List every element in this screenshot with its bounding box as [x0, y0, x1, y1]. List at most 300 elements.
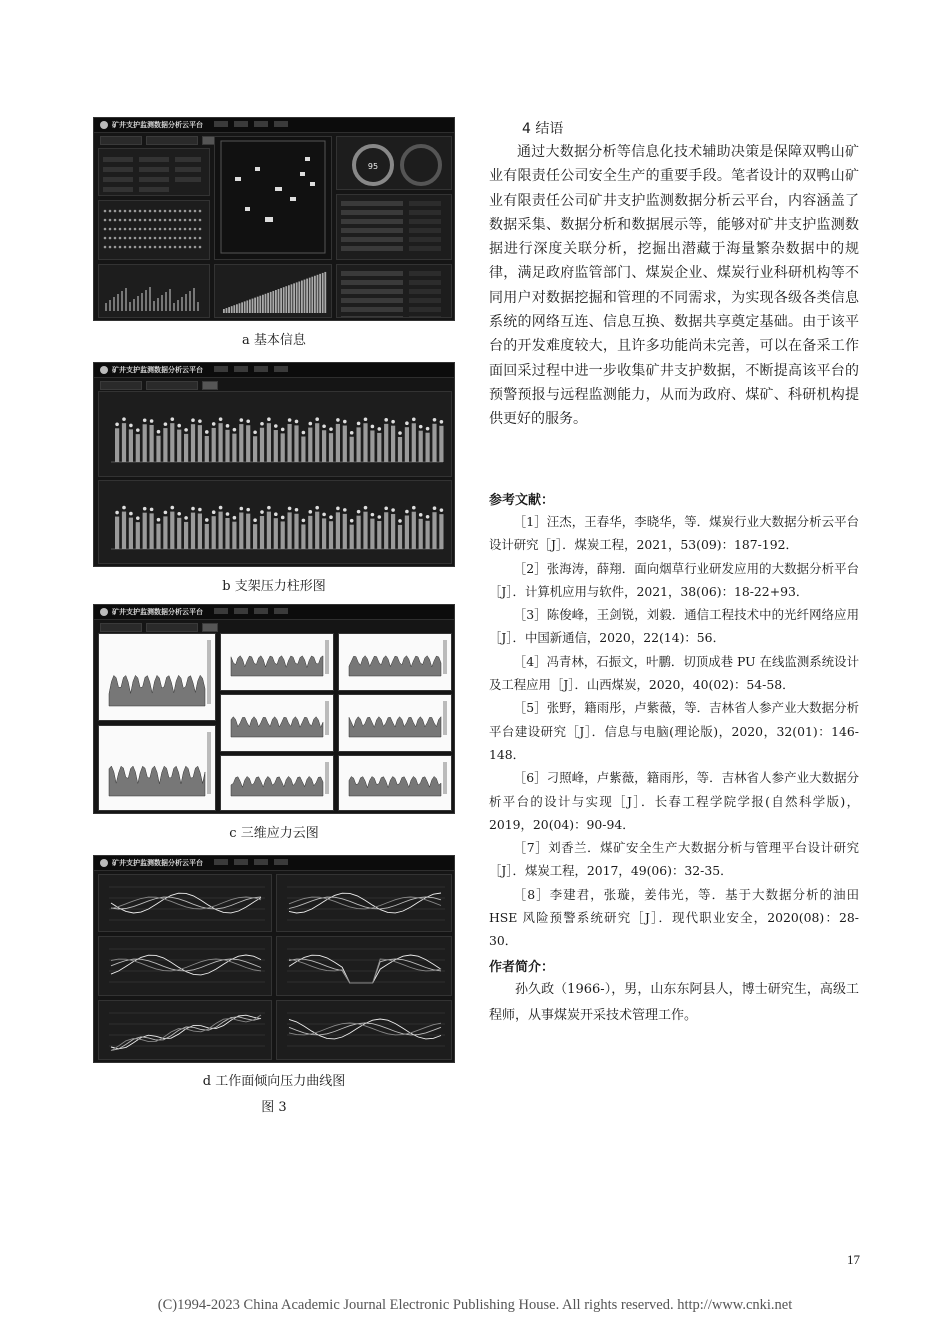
pressure-bar	[253, 524, 257, 549]
pressure-bar	[225, 430, 229, 462]
pressure-bar	[281, 433, 285, 462]
support-dot	[199, 246, 202, 249]
support-dot	[154, 228, 157, 231]
support-dot	[129, 237, 132, 240]
surface-shape	[231, 717, 323, 737]
mini-bar	[181, 297, 183, 311]
trend-bar	[304, 280, 306, 313]
support-dot	[154, 210, 157, 213]
pressure-curve-panel	[276, 874, 452, 932]
pressure-bar	[267, 423, 271, 462]
bar-marker	[295, 420, 299, 424]
mini-bar	[189, 291, 191, 311]
bar-marker	[260, 510, 264, 514]
support-dot	[179, 237, 182, 240]
bar-marker	[281, 516, 285, 520]
pressure-bar	[301, 436, 305, 462]
bar-marker	[302, 519, 306, 523]
pressure-bar	[336, 424, 340, 462]
support-dot	[169, 210, 172, 213]
pressure-bar	[177, 430, 181, 462]
pressure-bar	[177, 518, 181, 549]
support-dot	[139, 246, 142, 249]
support-dot	[164, 246, 167, 249]
pressure-bar	[274, 430, 278, 462]
pressure-bar	[377, 433, 381, 462]
stress-surface	[221, 695, 333, 751]
pressure-curve-panel	[276, 1000, 452, 1060]
stress-surface	[221, 756, 333, 810]
support-dot	[174, 219, 177, 222]
list-row	[341, 307, 403, 312]
support-dot	[199, 237, 202, 240]
mini-bar	[169, 289, 171, 311]
bar-marker	[440, 420, 444, 424]
support-status-panel	[98, 200, 210, 260]
support-dot	[154, 237, 157, 240]
pressure-bar	[253, 436, 257, 462]
reference-item: ［7］刘香兰．煤矿安全生产大数据分析与管理平台设计研究［J］．煤炭工程，2017，49(06)：32-35．	[489, 840, 859, 879]
pressure-bar	[225, 518, 229, 549]
caption-c: c 三维应力云图	[229, 826, 319, 841]
stress-surface-panel	[220, 694, 334, 752]
bar-marker	[212, 510, 216, 514]
platform-nav[interactable]	[214, 366, 288, 372]
references-list	[489, 510, 859, 953]
trend-bar	[252, 299, 254, 313]
pressure-bar	[315, 512, 319, 549]
support-dot	[189, 219, 192, 222]
list-row	[341, 228, 403, 233]
support-dot	[184, 219, 187, 222]
pressure-bar	[384, 512, 388, 549]
platform-title: 矿井支护监测数据分析云平台	[112, 608, 203, 616]
pressure-bar	[336, 512, 340, 549]
pressure-curve-panel	[98, 874, 272, 932]
support-dot	[194, 246, 197, 249]
mini-bar	[141, 293, 143, 311]
bar-marker	[177, 424, 181, 428]
list-row-value	[409, 210, 441, 215]
bar-marker	[288, 418, 292, 422]
bar-marker	[129, 512, 133, 516]
pressure-bar	[260, 516, 264, 549]
pressure-curve-panel	[98, 1000, 272, 1060]
support-dot	[164, 210, 167, 213]
bar-marker	[129, 424, 133, 428]
reference-item: ［2］张海涛，薛翔．面向烟草行业研发应用的大数据分析平台［J］．计算机应用与软件，2021，38(06)：18-22+93．	[489, 560, 859, 599]
mini-bar	[117, 294, 119, 311]
pressure-bar	[398, 437, 402, 462]
trend-bar	[257, 297, 259, 313]
support-dot	[199, 210, 202, 213]
bar-marker	[398, 431, 402, 435]
pressure-bar	[143, 513, 147, 549]
support-dot	[129, 228, 132, 231]
bar-marker	[191, 507, 195, 511]
bar-marker	[260, 422, 264, 426]
surface-shape	[349, 656, 441, 676]
color-scale	[325, 762, 329, 794]
support-dot	[154, 246, 157, 249]
support-dot	[199, 219, 202, 222]
figure-label: 图 3	[261, 1100, 287, 1115]
support-dot	[114, 228, 117, 231]
bar-marker	[405, 510, 409, 514]
pressure-bar	[163, 428, 167, 462]
list-row	[341, 280, 403, 285]
bar-marker	[219, 417, 223, 421]
bar-marker	[302, 431, 306, 435]
mini-bar	[105, 303, 107, 311]
bar-marker	[212, 422, 216, 426]
caption-a: a 基本信息	[242, 333, 306, 348]
platform-nav[interactable]	[214, 608, 288, 614]
bar-marker	[274, 424, 278, 428]
pressure-bar	[343, 426, 347, 462]
pressure-bar	[191, 513, 195, 549]
list-row	[341, 210, 403, 215]
bar-marker	[198, 419, 202, 423]
pressure-bar	[315, 423, 319, 462]
support-dot	[189, 246, 192, 249]
pressure-bar	[405, 427, 409, 462]
bar-marker	[143, 507, 147, 511]
list-row-value	[409, 228, 441, 233]
platform-title: 矿井支护监测数据分析云平台	[112, 121, 203, 129]
pressure-bar	[136, 434, 140, 462]
pressure-bar	[260, 428, 264, 462]
bar-marker	[371, 425, 375, 429]
pressure-bar	[439, 426, 443, 462]
trend-bar-chart	[215, 265, 331, 317]
support-dot	[149, 210, 152, 213]
platform-nav[interactable]	[214, 121, 288, 127]
pressure-curve	[289, 893, 441, 913]
trend-bar	[314, 276, 316, 313]
platform-logo-icon	[100, 608, 108, 616]
surface-shape	[349, 717, 441, 737]
support-dot	[124, 237, 127, 240]
bar-marker	[384, 418, 388, 422]
mini-bar	[157, 298, 159, 311]
support-dot	[169, 246, 172, 249]
pressure-bar	[308, 516, 312, 549]
trend-bar	[319, 274, 321, 313]
pressure-bar	[370, 519, 374, 549]
mini-bar	[161, 295, 163, 311]
pressure-bar	[239, 424, 243, 462]
support-dot	[104, 228, 107, 231]
pressure-bar	[363, 423, 367, 462]
caption-d: d 工作面倾向压力曲线图	[202, 1074, 346, 1089]
pressure-bar	[343, 514, 347, 549]
support-dot	[109, 210, 112, 213]
bar-marker	[371, 513, 375, 517]
support-dot	[144, 219, 147, 222]
pressure-bar	[205, 436, 209, 462]
pressure-bar	[150, 425, 154, 462]
bar-marker	[419, 513, 423, 517]
bar-marker	[164, 422, 168, 426]
platform-title: 矿井支护监测数据分析云平台	[112, 366, 203, 374]
pressure-bar	[198, 513, 202, 549]
pressure-bar	[129, 429, 133, 462]
surface-shape	[349, 776, 441, 796]
mini-bar	[125, 288, 127, 311]
pressure-bar	[432, 424, 436, 462]
trend-bar	[246, 300, 248, 313]
pressure-bar	[232, 434, 236, 462]
bar-marker	[164, 511, 168, 515]
pressure-bar	[143, 424, 147, 462]
trend-bar	[249, 300, 251, 314]
support-dot	[169, 237, 172, 240]
bar-marker	[274, 512, 278, 516]
pressure-bar	[170, 512, 174, 549]
color-scale	[325, 701, 329, 735]
bar-marker	[391, 420, 395, 424]
support-dot	[194, 228, 197, 231]
platform-logo-icon	[100, 366, 108, 374]
trend-bar	[293, 283, 295, 313]
reference-item: ［5］张野，籍雨彤，卢紫薇，等．吉林省人参产业大数据分析平台建设研究［J］．信息与电脑(理论版)，2020，32(01)：146-148．	[489, 700, 859, 762]
support-pressure-bars-bottom	[99, 481, 451, 563]
bar-marker	[233, 516, 237, 520]
support-dot	[134, 246, 137, 249]
surface-shape	[231, 776, 323, 796]
color-scale	[207, 732, 211, 794]
trend-bar	[285, 286, 287, 313]
platform-header	[94, 118, 454, 133]
pressure-curve	[111, 893, 261, 913]
trend-bar	[262, 295, 264, 313]
mini-bar	[197, 302, 199, 311]
trend-bar	[288, 285, 290, 313]
pressure-curve-chart	[277, 1001, 451, 1059]
list-row-value	[409, 298, 441, 303]
mini-bar	[121, 291, 123, 311]
pressure-curve-chart	[277, 937, 451, 995]
trend-bar	[236, 304, 238, 313]
support-dot	[104, 219, 107, 222]
trend-bar	[322, 273, 324, 313]
support-dot	[114, 219, 117, 222]
list-row-value	[409, 307, 441, 312]
pressure-curve-chart	[277, 875, 451, 931]
bar-marker	[433, 506, 437, 510]
bar-marker	[233, 428, 237, 432]
platform-logo-icon	[100, 121, 108, 129]
stress-surface	[339, 695, 451, 751]
trend-bar	[306, 279, 308, 313]
platform-nav[interactable]	[214, 859, 288, 865]
bar-marker	[267, 506, 271, 510]
support-dot	[144, 246, 147, 249]
bar-marker	[150, 508, 154, 512]
trend-bar	[233, 305, 235, 313]
support-dot	[164, 228, 167, 231]
bar-marker	[384, 506, 388, 510]
support-dot	[194, 237, 197, 240]
pressure-bar	[219, 512, 223, 549]
support-dot	[154, 219, 157, 222]
bar-marker	[240, 507, 244, 511]
pressure-bar	[184, 522, 188, 549]
trend-bar	[254, 298, 256, 313]
bar-marker	[267, 417, 271, 421]
list-row	[341, 289, 403, 294]
pressure-bar	[198, 425, 202, 462]
bar-marker	[253, 430, 257, 434]
pressure-bar	[370, 430, 374, 462]
pressure-bar	[294, 425, 298, 462]
pressure-bar	[246, 514, 250, 549]
pressure-bar	[184, 434, 188, 462]
bar-marker	[281, 428, 285, 432]
support-dot	[179, 228, 182, 231]
support-dot	[109, 228, 112, 231]
list-row	[341, 246, 403, 251]
pressure-bar	[115, 517, 119, 549]
pressure-bar	[163, 516, 167, 549]
support-dot	[119, 246, 122, 249]
support-dot	[164, 219, 167, 222]
support-dot	[179, 246, 182, 249]
mini-bar	[153, 301, 155, 311]
support-pressure-bars-top	[99, 392, 451, 476]
surface-shape	[109, 675, 205, 706]
list-row-value	[409, 271, 441, 276]
pressure-bar	[281, 521, 285, 549]
bar-chart-panel-top	[98, 391, 452, 477]
pressure-bar	[170, 423, 174, 462]
stress-surface	[339, 634, 451, 690]
pressure-bar	[288, 512, 292, 549]
stress-surface-panel	[338, 633, 452, 691]
caption-b: b 支架压力柱形图	[222, 579, 326, 594]
bar-marker	[115, 511, 119, 515]
bar-marker	[177, 512, 181, 516]
bar-marker	[322, 424, 326, 428]
bar-marker	[171, 417, 175, 421]
bar-marker	[253, 518, 257, 522]
pressure-bar	[212, 428, 216, 462]
support-dot	[189, 228, 192, 231]
stress-surface	[99, 726, 215, 810]
pressure-bar	[398, 525, 402, 549]
pressure-bar	[419, 519, 423, 549]
figure-b-support-pressure-bar	[93, 362, 455, 567]
support-dot	[159, 210, 162, 213]
support-bar-panel	[98, 264, 210, 318]
support-dot	[199, 228, 202, 231]
mine-map-panel[interactable]	[214, 136, 332, 260]
trend-bar	[270, 292, 272, 313]
bar-marker	[364, 417, 368, 421]
support-dot	[129, 219, 132, 222]
support-dot	[159, 246, 162, 249]
bar-marker	[315, 506, 319, 510]
support-dot	[149, 237, 152, 240]
references-heading: 参考文献：	[489, 493, 555, 508]
trend-bar	[244, 301, 246, 313]
support-dot	[134, 237, 137, 240]
pressure-bar	[115, 428, 119, 462]
list-row-value	[409, 246, 441, 251]
pressure-bar	[156, 436, 160, 462]
pressure-bar	[274, 518, 278, 549]
pressure-curve-panel	[276, 936, 452, 996]
support-dot	[124, 219, 127, 222]
support-dot	[189, 237, 192, 240]
pressure-bar	[205, 524, 209, 549]
list-row-value	[409, 201, 441, 206]
pressure-bar	[294, 514, 298, 549]
pressure-bar	[391, 514, 395, 549]
pressure-bar	[122, 423, 126, 462]
stress-surface-panel	[338, 755, 452, 811]
pressure-bar	[412, 423, 416, 462]
bar-marker	[246, 508, 250, 512]
mini-bar	[109, 300, 111, 311]
bar-marker	[136, 428, 140, 432]
bar-marker	[184, 428, 188, 432]
bar-marker	[405, 421, 409, 425]
alarm-list-panel	[336, 194, 452, 260]
bar-marker	[143, 418, 147, 422]
platform-header	[94, 605, 454, 620]
support-dot	[174, 210, 177, 213]
list-row	[341, 298, 403, 303]
list-row	[341, 316, 403, 317]
reference-item: ［8］李建君，张璇，姜伟光，等．基于大数据分析的油田 HSE 风险预警系统研究［J］．现代职业安全，2020(08)：28-30．	[489, 886, 859, 949]
bar-marker	[322, 513, 326, 517]
mini-bar	[165, 292, 167, 311]
pressure-bar	[288, 424, 292, 462]
support-dot	[144, 237, 147, 240]
figure-d-pressure-curves	[93, 855, 455, 1063]
trend-bar	[272, 291, 274, 313]
bar-marker	[378, 427, 382, 431]
bar-marker	[398, 519, 402, 523]
list-row	[341, 201, 403, 206]
bar-marker	[226, 512, 230, 516]
stress-surface-panel	[98, 633, 216, 721]
trend-bar	[228, 307, 230, 313]
pressure-curve-chart	[99, 937, 271, 995]
pressure-bar	[426, 433, 430, 462]
support-dot	[124, 228, 127, 231]
bar-marker	[350, 519, 354, 523]
mini-bar	[113, 297, 115, 311]
support-dot	[139, 219, 142, 222]
bar-marker	[226, 424, 230, 428]
mini-bar	[185, 294, 187, 311]
support-dot	[159, 219, 162, 222]
support-dot	[149, 228, 152, 231]
bar-marker	[357, 510, 361, 514]
pressure-bar	[122, 512, 126, 549]
support-dot	[174, 228, 177, 231]
bar-marker	[419, 425, 423, 429]
support-dot	[184, 246, 187, 249]
bar-marker	[391, 508, 395, 512]
pressure-bar	[439, 514, 443, 549]
info-table	[99, 149, 209, 195]
pressure-bar	[239, 513, 243, 549]
list-row-value	[409, 237, 441, 242]
